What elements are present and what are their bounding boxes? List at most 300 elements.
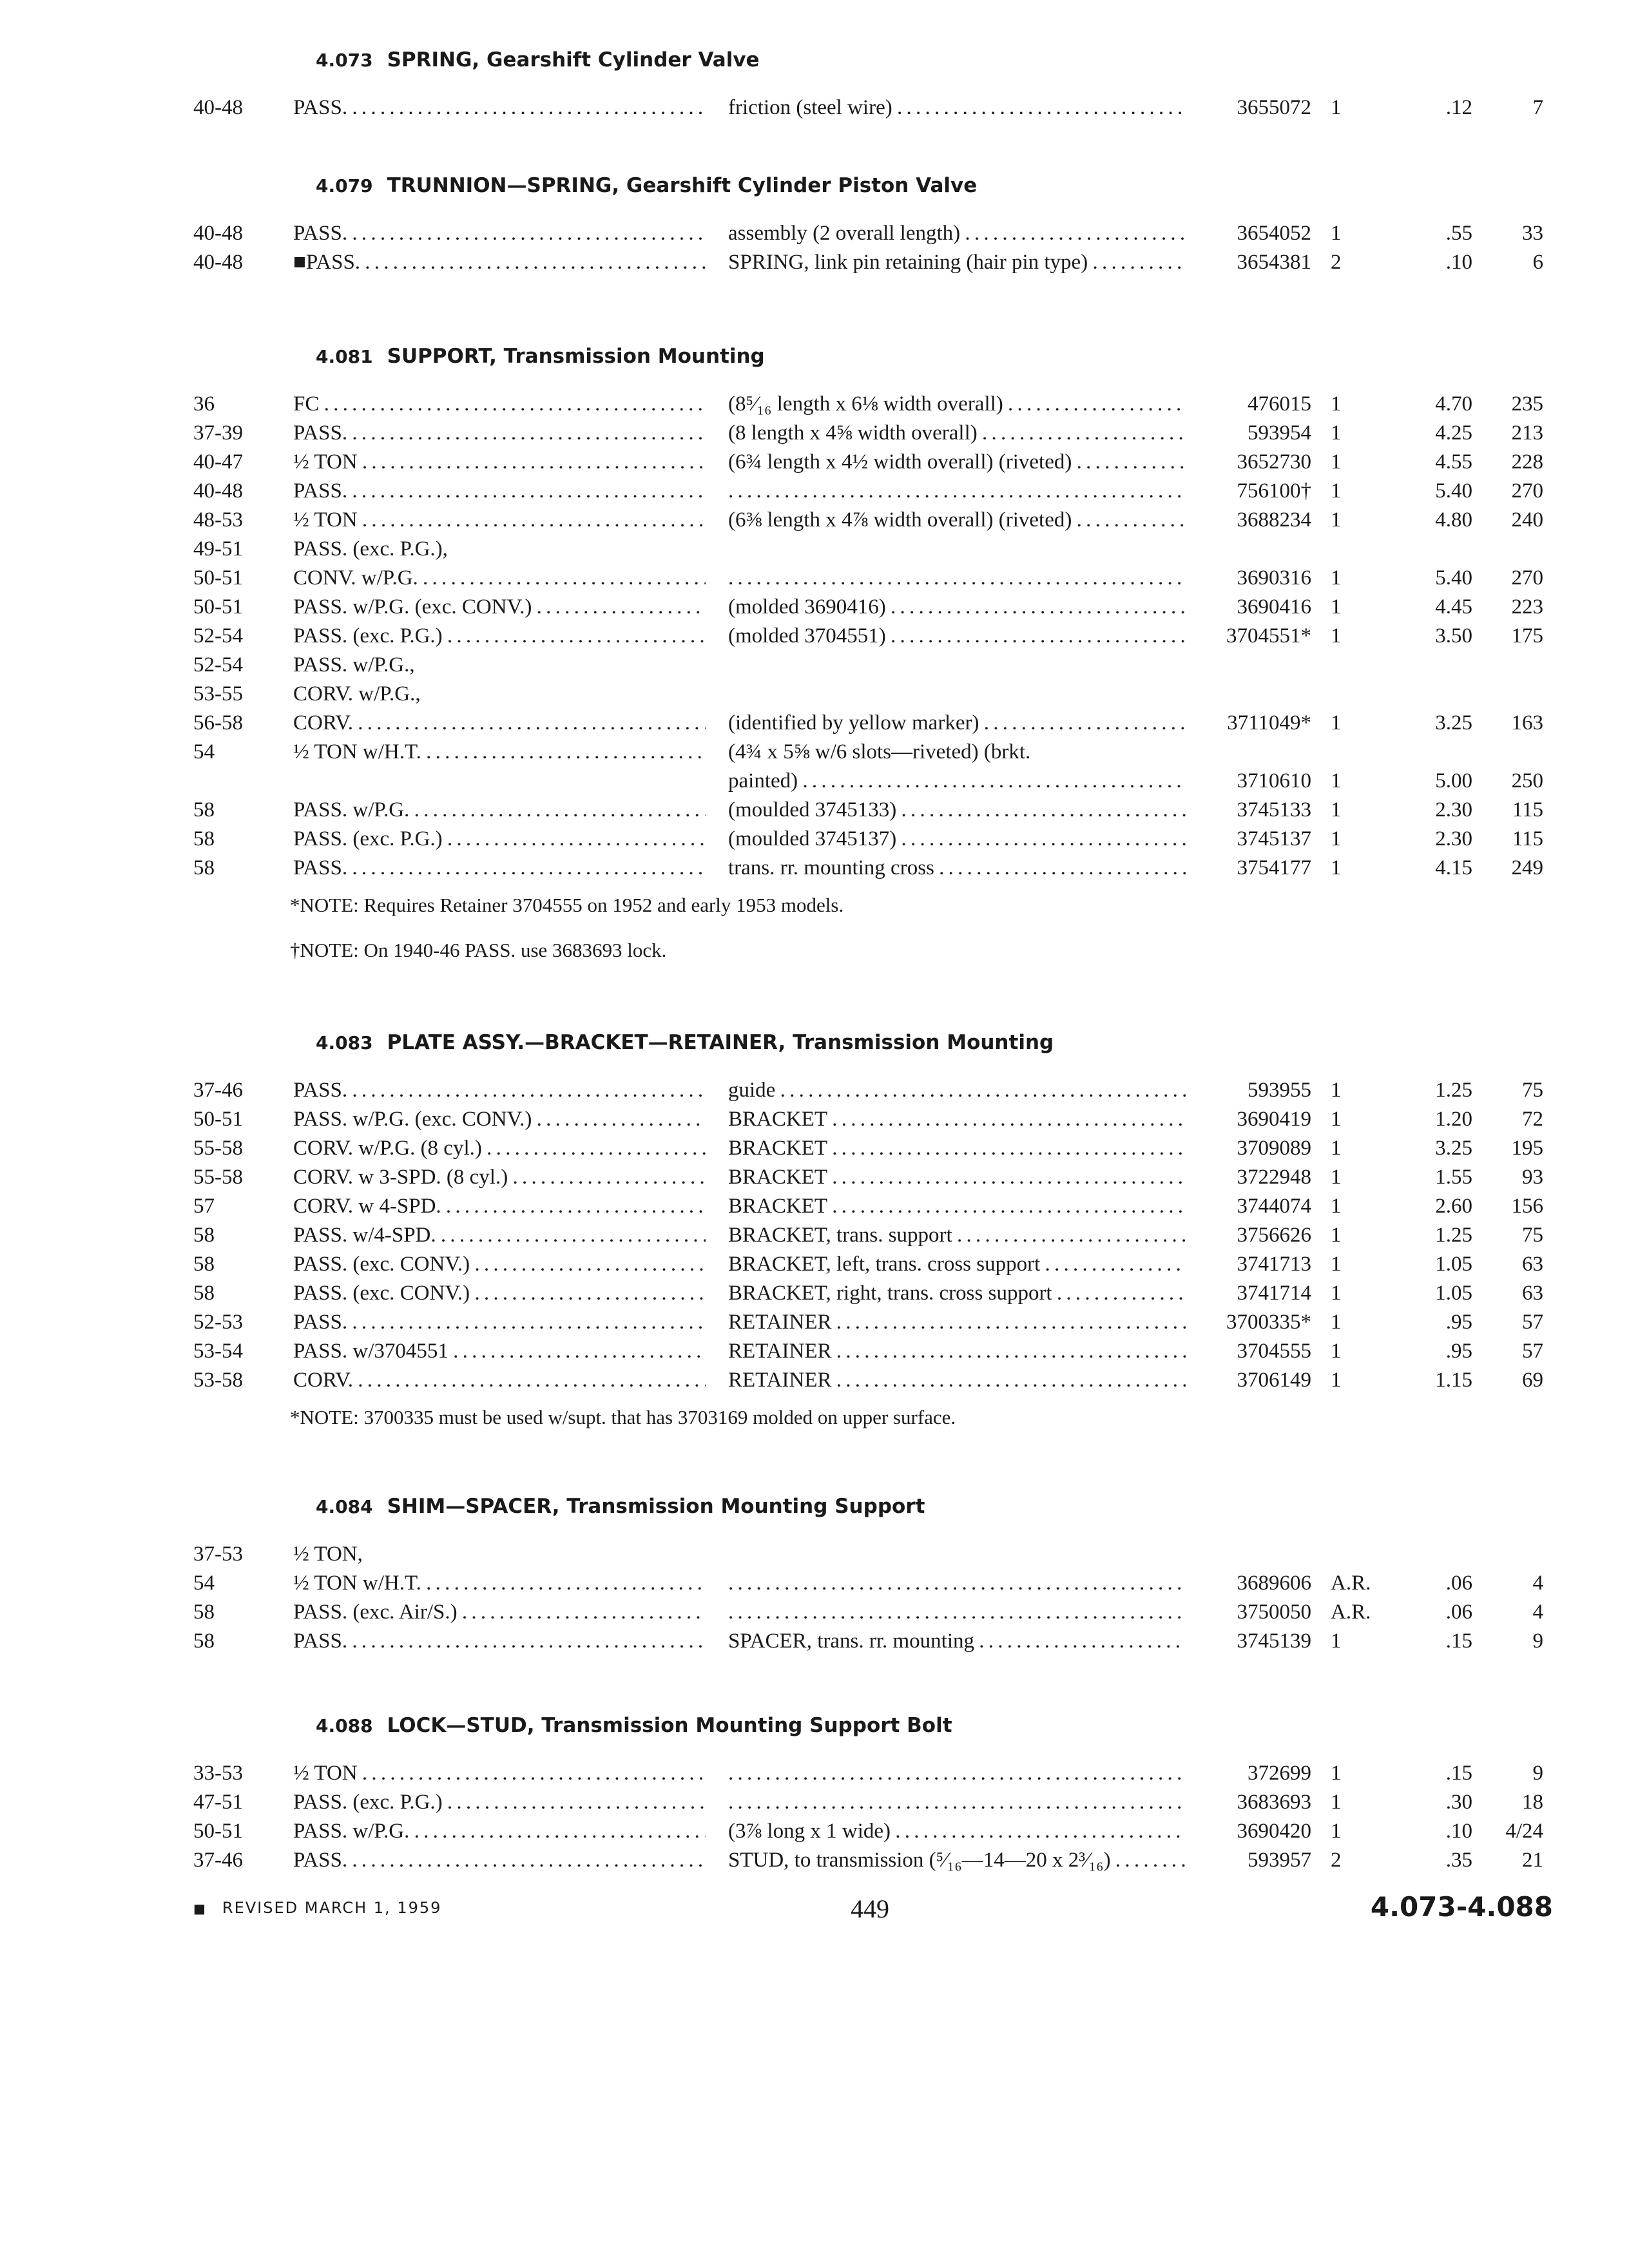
quantity-cell-text: 1: [1331, 1224, 1342, 1247]
year-cell: [193, 390, 215, 419]
weight-cell: [1479, 1569, 1543, 1598]
model-cell: [293, 796, 706, 825]
leader-dots: [827, 1137, 1186, 1160]
section-title: SUPPORT, Transmission Mounting: [387, 345, 765, 368]
section-number: 4.079: [316, 175, 373, 197]
price-cell: [1402, 248, 1472, 277]
part-row: [193, 1250, 1547, 1279]
part-row: [193, 506, 1547, 535]
leader-dots: [470, 1282, 706, 1305]
quantity-cell: [1331, 1759, 1389, 1788]
year-cell-text: 40-48: [193, 479, 243, 503]
price-cell-text: 2.30: [1435, 827, 1472, 850]
weight-cell-text: 156: [1511, 1195, 1543, 1218]
quantity-cell-text: 1: [1331, 1762, 1342, 1785]
price-cell: [1402, 1569, 1472, 1598]
description-cell: [728, 1788, 1186, 1817]
leader-dots: [728, 1762, 1186, 1785]
leader-dots: [1003, 392, 1186, 416]
quantity-cell: [1331, 854, 1389, 883]
part-row: [193, 854, 1547, 883]
leader-dots: [1088, 251, 1186, 274]
description-cell: [728, 1627, 1186, 1656]
description-cell: [728, 1163, 1186, 1192]
year-cell-text: 58: [193, 856, 215, 879]
catalog-section: [193, 1714, 1547, 1875]
quantity-cell: [1331, 1192, 1389, 1221]
year-cell-text: 58: [193, 1600, 215, 1624]
part-number-cell: [1189, 1308, 1311, 1337]
weight-cell-text: 195: [1511, 1137, 1543, 1160]
price-cell-text: 1.20: [1435, 1108, 1472, 1131]
quantity-cell: [1331, 1279, 1389, 1308]
part-row: [193, 219, 1547, 248]
description-cell-text: (4¾ x 5⅝ w/6 slots—riveted) (brkt.: [728, 740, 1031, 764]
part-row: [193, 680, 1547, 709]
leader-dots: [974, 1629, 1186, 1653]
year-cell: [193, 622, 243, 651]
part-number-cell-text: 3654381: [1237, 251, 1311, 274]
part-row: [193, 1076, 1547, 1105]
section-heading: [316, 48, 1547, 93]
part-row: [193, 477, 1547, 506]
model-cell-text: PASS.: [293, 856, 348, 879]
year-cell: [193, 1540, 243, 1569]
part-number-cell: [1189, 1846, 1311, 1875]
quantity-cell-text: A.R.: [1331, 1600, 1371, 1624]
catalog-section: [193, 1031, 1547, 1440]
description-cell: [728, 564, 1186, 593]
weight-cell-text: 4: [1532, 1571, 1543, 1595]
model-cell-text: PASS. (exc. CONV.): [293, 1282, 470, 1305]
year-cell: [193, 1221, 215, 1250]
leader-dots: [436, 1224, 706, 1247]
model-cell: [293, 506, 706, 535]
description-cell: [728, 477, 1186, 506]
model-cell: [293, 1817, 706, 1846]
section-number: 4.073: [316, 50, 373, 71]
model-cell-text: CORV. w/P.G. (8 cyl.): [293, 1137, 482, 1160]
leader-dots: [347, 1849, 706, 1872]
year-cell-text: 36: [193, 392, 215, 416]
quantity-cell: [1331, 825, 1389, 854]
model-cell: [293, 1598, 706, 1627]
weight-cell: [1479, 1192, 1543, 1221]
description-cell-text: SPACER, trans. rr. mounting: [728, 1629, 974, 1653]
part-number-cell: [1189, 709, 1311, 738]
weight-cell-text: 163: [1511, 711, 1543, 735]
part-number-cell: [1189, 1134, 1311, 1163]
model-cell: [293, 622, 706, 651]
description-cell-text: BRACKET, trans. support: [728, 1224, 952, 1247]
price-cell-text: .35: [1445, 1849, 1472, 1872]
leader-dots: [421, 740, 706, 764]
weight-cell-text: 235: [1511, 392, 1543, 416]
part-row: [193, 1308, 1547, 1337]
model-cell: [293, 1076, 706, 1105]
leader-dots: [458, 1600, 706, 1624]
year-cell-text: 40-47: [193, 450, 243, 474]
description-cell: [728, 1817, 1186, 1846]
part-number-cell: [1189, 1598, 1311, 1627]
part-row: [193, 709, 1547, 738]
part-row: [193, 825, 1547, 854]
section-note: *NOTE: Requires Retainer 3704555 on 1952 and early 1953 models.: [290, 894, 844, 916]
quantity-cell-text: 1: [1331, 595, 1342, 619]
price-cell: [1402, 1846, 1472, 1875]
quantity-cell-text: 1: [1331, 479, 1342, 503]
part-number-cell-text: 3706149: [1237, 1369, 1311, 1392]
leader-dots: [891, 1820, 1186, 1843]
description-cell-text: BRACKET: [728, 1166, 828, 1189]
quantity-cell: [1331, 1221, 1389, 1250]
part-row: [193, 1221, 1547, 1250]
part-number-cell-text: 3688234: [1237, 508, 1311, 532]
model-cell-text: CORV.: [293, 1369, 354, 1392]
weight-cell: [1479, 564, 1543, 593]
leader-dots: [347, 479, 706, 503]
part-number-cell-text: 372699: [1248, 1762, 1311, 1785]
quantity-cell-text: 1: [1331, 508, 1342, 532]
description-cell-text: (8 length x 4⅝ width overall): [728, 421, 978, 445]
section-heading: [316, 174, 1547, 219]
price-cell-text: 3.25: [1435, 1137, 1472, 1160]
price-cell-text: 1.25: [1435, 1079, 1472, 1102]
price-cell-text: 4.80: [1435, 508, 1472, 532]
model-cell-text: PASS.: [293, 1629, 348, 1653]
model-cell: [293, 1250, 706, 1279]
price-cell: [1402, 93, 1472, 122]
quantity-cell: [1331, 219, 1389, 248]
model-cell-text: ½ TON: [293, 508, 358, 532]
year-cell: [193, 1337, 243, 1366]
weight-cell: [1479, 854, 1543, 883]
model-cell: [293, 1569, 706, 1598]
leader-dots: [827, 1166, 1186, 1189]
weight-cell-text: 228: [1511, 450, 1543, 474]
description-cell: [728, 593, 1186, 622]
year-cell: [193, 1817, 243, 1846]
weight-cell: [1479, 1076, 1543, 1105]
description-cell-text: RETAINER: [728, 1311, 832, 1334]
model-cell: [293, 1221, 706, 1250]
year-cell-text: 54: [193, 1571, 215, 1595]
quantity-cell: [1331, 1308, 1389, 1337]
part-number-cell-text: 3722948: [1237, 1166, 1311, 1189]
leader-dots: [353, 711, 706, 735]
leader-dots: [470, 1253, 706, 1276]
weight-cell-text: 6: [1532, 251, 1543, 274]
description-cell: [728, 622, 1186, 651]
year-cell-text: 40-48: [193, 222, 243, 245]
quantity-cell: [1331, 1598, 1389, 1627]
year-cell: [193, 1366, 243, 1395]
part-number-cell: [1189, 767, 1311, 796]
year-cell-text: 37-46: [193, 1849, 243, 1872]
revised-date: ■ REVISED MARCH 1, 1959: [193, 1899, 441, 1917]
price-cell: [1402, 564, 1472, 593]
quantity-cell-text: 1: [1331, 1340, 1342, 1363]
description-cell: [728, 796, 1186, 825]
price-cell: [1402, 219, 1472, 248]
part-number-cell: [1189, 477, 1311, 506]
description-cell: [728, 1105, 1186, 1134]
part-row: [193, 738, 1547, 767]
price-cell-text: .15: [1445, 1762, 1472, 1785]
part-row: [193, 1627, 1547, 1656]
description-cell: [728, 1076, 1186, 1105]
description-cell: [728, 248, 1186, 277]
year-cell-text: 52-53: [193, 1311, 243, 1334]
part-row: [193, 390, 1547, 419]
quantity-cell: [1331, 767, 1389, 796]
part-row: [193, 767, 1547, 796]
description-cell: [728, 1279, 1186, 1308]
model-cell-text: ½ TON: [293, 1762, 358, 1785]
part-number-cell-text: 3741714: [1237, 1282, 1311, 1305]
weight-cell-text: 63: [1522, 1253, 1543, 1276]
section-range: 4.073-4.088: [1370, 1891, 1553, 1923]
model-cell-text: PASS.: [293, 96, 348, 119]
price-cell: [1402, 1788, 1472, 1817]
weight-cell-text: 240: [1511, 508, 1543, 532]
model-cell-text: ½ TON,: [293, 1542, 363, 1566]
year-cell-text: 58: [193, 1629, 215, 1653]
part-number-cell-text: 3683693: [1237, 1791, 1311, 1814]
part-number-cell: [1189, 1105, 1311, 1134]
part-row: [193, 535, 1547, 564]
leader-dots: [441, 1195, 706, 1218]
description-cell: [728, 1221, 1186, 1250]
quantity-cell: [1331, 1105, 1389, 1134]
description-cell-text: BRACKET: [728, 1195, 828, 1218]
quantity-cell: [1331, 1817, 1389, 1846]
section-heading: [316, 1714, 1547, 1759]
year-cell: [193, 1788, 243, 1817]
leader-dots: [728, 1600, 1186, 1624]
quantity-cell-text: 1: [1331, 1369, 1342, 1392]
price-cell: [1402, 1163, 1472, 1192]
part-number-cell: [1189, 93, 1311, 122]
year-cell: [193, 1105, 243, 1134]
description-cell: [728, 219, 1186, 248]
part-number-cell: [1189, 564, 1311, 593]
part-number-cell-text: 3745139: [1237, 1629, 1311, 1653]
catalog-section: [193, 48, 1547, 122]
price-cell-text: 4.45: [1435, 595, 1472, 619]
leader-dots: [832, 1311, 1186, 1334]
quantity-cell-text: 1: [1331, 421, 1342, 445]
model-cell-text: ½ TON w/H.T.: [293, 740, 421, 764]
model-cell: [293, 1366, 706, 1395]
quantity-cell-text: 1: [1331, 1253, 1342, 1276]
description-cell-text: (6⅜ length x 4⅞ width overall) (riveted): [728, 508, 1072, 532]
year-cell-text: 54: [193, 740, 215, 764]
quantity-cell: [1331, 93, 1389, 122]
model-cell: [293, 651, 706, 680]
year-cell: [193, 219, 243, 248]
leader-dots: [448, 1340, 706, 1363]
weight-cell-text: 115: [1512, 798, 1543, 822]
model-cell: [293, 93, 706, 122]
part-number-cell-text: 593957: [1248, 1849, 1311, 1872]
model-cell: [293, 1105, 706, 1134]
model-cell-text: CONV. w/P.G.: [293, 566, 418, 590]
model-cell: [293, 1846, 706, 1875]
leader-dots: [960, 222, 1186, 245]
part-row: [193, 1337, 1547, 1366]
price-cell-text: 1.05: [1435, 1282, 1472, 1305]
section-title: PLATE ASSY.—BRACKET—RETAINER, Transmission Mounting: [387, 1031, 1054, 1054]
leader-dots: [532, 1108, 706, 1131]
year-cell: [193, 1192, 215, 1221]
weight-cell: [1479, 1221, 1543, 1250]
model-cell-text: PASS. w/P.G.,: [293, 653, 415, 677]
quantity-cell-text: 1: [1331, 711, 1342, 735]
price-cell: [1402, 506, 1472, 535]
description-cell: [728, 1134, 1186, 1163]
quantity-cell: [1331, 1076, 1389, 1105]
year-cell: [193, 564, 243, 593]
description-cell: [728, 1250, 1186, 1279]
description-cell-text: BRACKET: [728, 1137, 828, 1160]
leader-dots: [358, 508, 706, 532]
year-cell-text: 50-51: [193, 566, 243, 590]
year-cell: [193, 1163, 243, 1192]
model-cell: [293, 854, 706, 883]
description-cell: [728, 1366, 1186, 1395]
catalog-section: [193, 1495, 1547, 1656]
year-cell-text: 53-54: [193, 1340, 243, 1363]
model-cell: [293, 390, 706, 419]
leader-dots: [827, 1108, 1186, 1131]
part-number-cell: [1189, 248, 1311, 277]
model-cell: [293, 1192, 706, 1221]
description-cell-text: STUD, to transmission (⁵⁄₁₆—14—20 x 2³⁄₁₆): [728, 1849, 1111, 1872]
weight-cell-text: 4/24: [1505, 1820, 1543, 1843]
model-cell-text: PASS.: [293, 222, 348, 245]
quantity-cell-text: 1: [1331, 1108, 1342, 1131]
leader-dots: [443, 1791, 706, 1814]
model-cell: [293, 1337, 706, 1366]
part-number-cell-text: 476015: [1248, 392, 1311, 416]
weight-cell-text: 57: [1522, 1340, 1543, 1363]
quantity-cell: [1331, 1366, 1389, 1395]
part-number-cell-text: 3690316: [1237, 566, 1311, 590]
part-number-cell: [1189, 1076, 1311, 1105]
year-cell: [193, 1598, 215, 1627]
description-cell: [728, 709, 1186, 738]
price-cell-text: 5.40: [1435, 566, 1472, 590]
part-number-cell-text: 3704551*: [1226, 624, 1311, 648]
weight-cell: [1479, 477, 1543, 506]
year-cell: [193, 796, 215, 825]
section-heading: [316, 345, 1547, 390]
weight-cell: [1479, 93, 1543, 122]
weight-cell: [1479, 709, 1543, 738]
quantity-cell-text: 1: [1331, 1137, 1342, 1160]
part-number-cell: [1189, 1627, 1311, 1656]
price-cell-text: 4.15: [1435, 856, 1472, 879]
weight-cell: [1479, 622, 1543, 651]
leader-dots: [353, 1369, 706, 1392]
year-cell: [193, 680, 243, 709]
price-cell-text: .10: [1445, 1820, 1472, 1843]
leader-dots: [443, 827, 706, 850]
price-cell: [1402, 796, 1472, 825]
weight-cell: [1479, 506, 1543, 535]
part-number-cell: [1189, 1788, 1311, 1817]
price-cell-text: 1.55: [1435, 1166, 1472, 1189]
model-cell-text: PASS. (exc. P.G.): [293, 1791, 443, 1814]
weight-cell-text: 75: [1522, 1224, 1543, 1247]
price-cell: [1402, 1366, 1472, 1395]
quantity-cell-text: 1: [1331, 856, 1342, 879]
year-cell: [193, 1308, 243, 1337]
weight-cell: [1479, 1105, 1543, 1134]
price-cell: [1402, 477, 1472, 506]
price-cell-text: .30: [1445, 1791, 1472, 1814]
description-cell: [728, 1308, 1186, 1337]
leader-dots: [798, 769, 1186, 793]
part-number-cell: [1189, 1366, 1311, 1395]
weight-cell: [1479, 1846, 1543, 1875]
year-cell-text: 53-58: [193, 1369, 243, 1392]
part-row: [193, 622, 1547, 651]
part-row: [193, 1540, 1547, 1569]
part-number-cell: [1189, 1250, 1311, 1279]
model-cell: [293, 1134, 706, 1163]
description-cell-text: (moulded 3745137): [728, 827, 897, 850]
leader-dots: [775, 1079, 1186, 1102]
part-number-cell-text: 756100†: [1237, 479, 1311, 503]
model-cell-text: PASS. (exc. P.G.): [293, 624, 443, 648]
year-cell: [193, 1250, 215, 1279]
description-cell: [728, 419, 1186, 448]
description-cell: [728, 767, 1186, 796]
weight-cell: [1479, 1337, 1543, 1366]
description-cell: [728, 825, 1186, 854]
part-row: [193, 1163, 1547, 1192]
year-cell: [193, 854, 215, 883]
year-cell-text: 49-51: [193, 537, 243, 561]
year-cell-text: 48-53: [193, 508, 243, 532]
description-cell-text: SPRING, link pin retaining (hair pin type): [728, 251, 1088, 274]
weight-cell-text: 33: [1522, 222, 1543, 245]
year-cell-text: 58: [193, 798, 215, 822]
year-cell-text: 37-46: [193, 1079, 243, 1102]
weight-cell: [1479, 248, 1543, 277]
part-number-cell-text: 3754177: [1237, 856, 1311, 879]
part-row: [193, 796, 1547, 825]
leader-dots: [347, 421, 706, 445]
model-cell-text: PASS. w/P.G.: [293, 1820, 410, 1843]
quantity-cell-text: 1: [1331, 96, 1342, 119]
price-cell-text: 5.00: [1435, 769, 1472, 793]
year-cell-text: 56-58: [193, 711, 243, 735]
quantity-cell: [1331, 709, 1389, 738]
weight-cell: [1479, 796, 1543, 825]
description-cell: [728, 854, 1186, 883]
leader-dots: [347, 1311, 706, 1334]
price-cell-text: 2.60: [1435, 1195, 1472, 1218]
model-cell: [293, 738, 706, 767]
leader-dots: [347, 1079, 706, 1102]
description-cell: [728, 390, 1186, 419]
year-cell: [193, 93, 243, 122]
year-cell: [193, 448, 243, 477]
price-cell: [1402, 1759, 1472, 1788]
